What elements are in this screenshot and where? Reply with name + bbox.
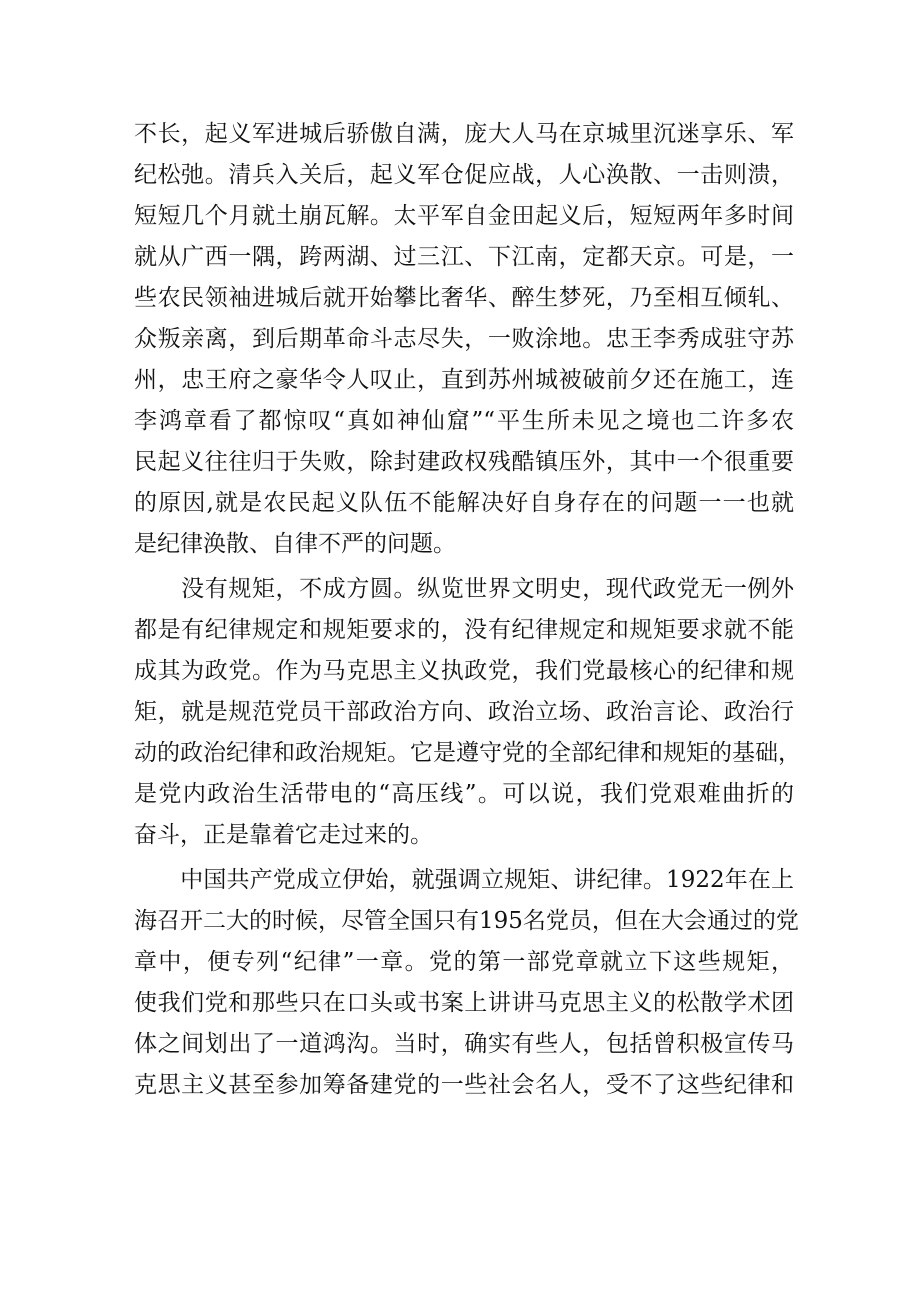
- text-line: 奋斗，正是靠着它走过来的。: [134, 822, 433, 848]
- paragraph-2: [134, 569, 801, 856]
- text-line: 没有规矩，不成方圆。纵览世界文明史，现代政党无一例外: [134, 576, 794, 602]
- paragraph-3: [134, 860, 799, 1106]
- text-line: 短短几个月就土崩瓦解。太平军自金田起义后，短短两年多时间: [134, 203, 794, 229]
- text-line: 众叛亲离，到后期革命斗志尽失，一败涂地。忠王李秀成驻守苏: [134, 326, 794, 352]
- text-line: 章中，便专列“纪律”一章。党的第一部党章就立下这些规矩，: [134, 949, 794, 975]
- text-line: 些农民领袖进城后就开始攀比奢华、醉生梦死，乃至相互倾轧、: [134, 285, 794, 311]
- text-line: 动的政治纪律和政治规矩。它是遵守党的全部纪律和规矩的基础，: [134, 740, 801, 766]
- text-line: 成其为政党。作为马克思主义执政党，我们党最核心的纪律和规: [134, 658, 794, 684]
- text-line: 中国共产党成立伊始，就强调立规矩、讲纪律。1922年在上: [134, 867, 794, 893]
- text-line: 使我们党和那些只在口头或书案上讲讲马克思主义的松散学术团: [134, 990, 794, 1016]
- text-line: 海召开二大的时候，尽管全国只有195名党员，但在大会通过的党: [134, 908, 799, 934]
- text-line: 李鸿章看了都惊叹“真如神仙窟”“平生所未见之境也二许多农: [134, 408, 794, 434]
- document-body: [134, 114, 801, 1106]
- text-line: 纪松弛。清兵入关后，起义军仓促应战，人心涣散、一击则溃，: [134, 162, 794, 188]
- text-line: 体之间划出了一道鸿沟。当时，确实有些人，包括曾积极宣传马: [134, 1031, 794, 1057]
- text-line: 是纪律涣散、自律不严的问题。: [134, 531, 456, 557]
- text-line: 的原因,就是农民起义队伍不能解决好自身存在的问题一一也就: [134, 490, 794, 516]
- text-line: 不长，起义军进城后骄傲自满，庞大人马在京城里沉迷享乐、军: [134, 121, 794, 147]
- text-line: 是党内政治生活带电的“高压线”。可以说，我们党艰难曲折的: [134, 781, 794, 807]
- paragraph-1: [134, 114, 794, 565]
- text-line: 就从广西一隅，跨两湖、过三江、下江南，定都天京。可是，一: [134, 244, 794, 270]
- text-line: 州，忠王府之豪华令人叹止，直到苏州城被破前夕还在施工，连: [134, 367, 794, 393]
- text-line: 矩，就是规范党员干部政治方向、政治立场、政治言论、政治行: [134, 699, 794, 725]
- text-line: 克思主义甚至参加筹备建党的一些社会名人，受不了这些纪律和: [134, 1072, 794, 1098]
- text-line: 都是有纪律规定和规矩要求的，没有纪律规定和规矩要求就不能: [134, 617, 794, 643]
- text-line: 民起义往往归于失败，除封建政权残酷镇压外，其中一个很重要: [134, 449, 794, 475]
